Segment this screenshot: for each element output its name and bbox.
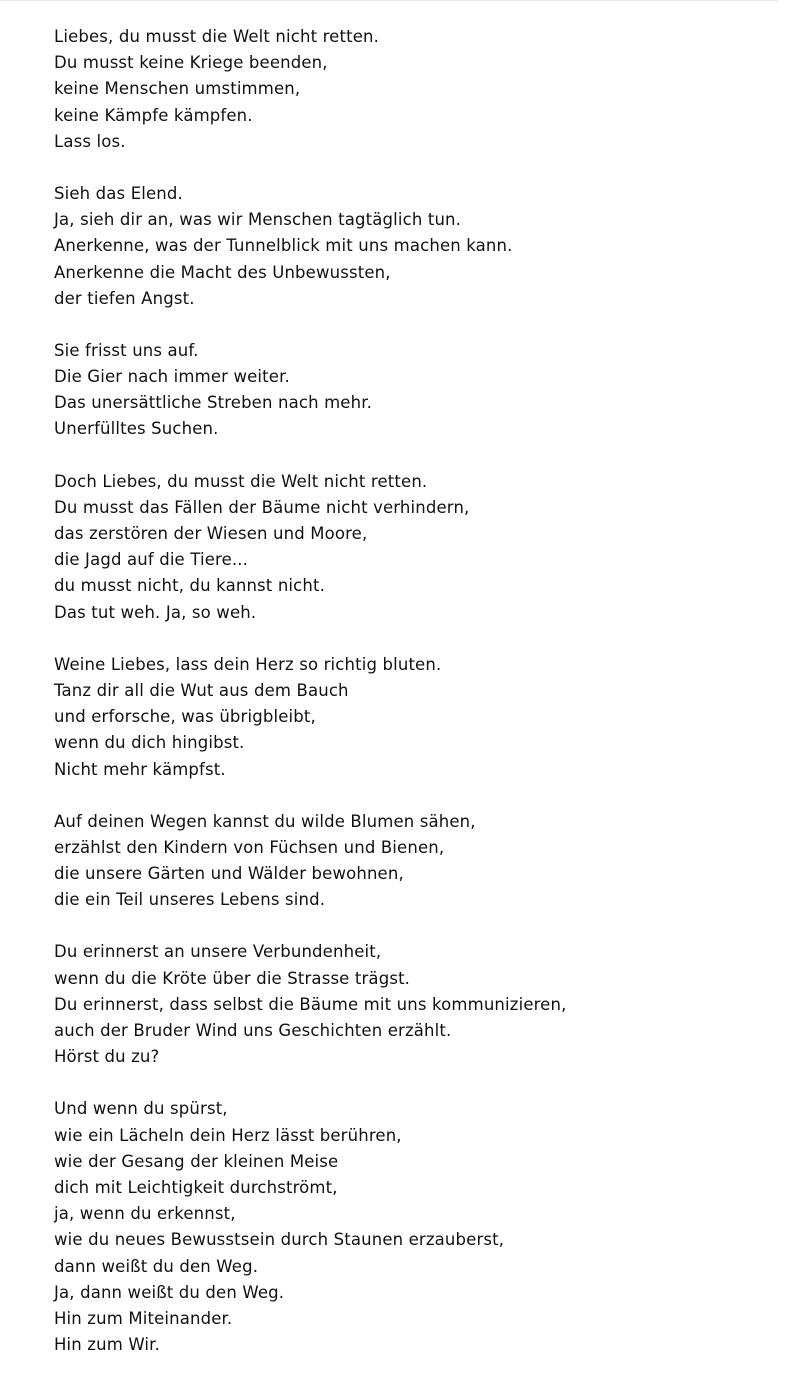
poem-line: Unerfülltes Suchen. bbox=[54, 419, 219, 439]
poem-line: ja, wenn du erkennst, bbox=[54, 1204, 236, 1224]
poem-line: Ja, sieh dir an, was wir Menschen tagtäglich tun. bbox=[54, 210, 462, 230]
stanza-2 bbox=[54, 181, 774, 312]
poem-line: Du musst das Fällen der Bäume nicht verhindern, bbox=[54, 497, 470, 517]
poem-line: Hin zum Miteinander. bbox=[54, 1308, 233, 1328]
poem-line: du musst nicht, du kannst nicht. bbox=[54, 576, 326, 596]
poem-line: der tiefen Angst. bbox=[54, 288, 195, 308]
poem-line: Lass los. bbox=[54, 131, 126, 151]
poem-line: und erforsche, was übrigbleibt, bbox=[54, 707, 316, 727]
poem-line: Weine Liebes, lass dein Herz so richtig bluten. bbox=[54, 654, 442, 674]
poem-line: keine Kämpfe kämpfen. bbox=[54, 105, 253, 125]
poem-line: die ein Teil unseres Lebens sind. bbox=[54, 890, 326, 910]
poem-line: Auf deinen Wegen kannst du wilde Blumen sähen, bbox=[54, 811, 476, 831]
stanza-5 bbox=[54, 652, 774, 783]
poem-line: Das tut weh. Ja, so weh. bbox=[54, 602, 257, 622]
poem-line: Hörst du zu? bbox=[54, 1047, 160, 1067]
stanza-4 bbox=[54, 469, 774, 626]
poem-line: auch der Bruder Wind uns Geschichten erzählt. bbox=[54, 1021, 452, 1040]
poem-line: Doch Liebes, du musst die Welt nicht retten. bbox=[54, 471, 428, 491]
poem-line: Du musst keine Kriege beenden, bbox=[54, 53, 328, 73]
top-divider bbox=[0, 0, 778, 1]
poem-line: Hin zum Wir. bbox=[54, 1335, 160, 1355]
poem-line: Tanz dir all die Wut aus dem Bauch bbox=[54, 680, 349, 700]
poem-line: Du erinnerst an unsere Verbundenheit, bbox=[54, 942, 382, 962]
stanza-3 bbox=[54, 338, 774, 443]
poem-line: Das unersättliche Streben nach mehr. bbox=[54, 393, 373, 413]
poem-line: Und wenn du spürst, bbox=[54, 1099, 228, 1119]
poem-line: wie du neues Bewusstsein durch Staunen erzauberst, bbox=[54, 1230, 505, 1250]
poem-line: erzählst den Kindern von Füchsen und Bienen, bbox=[54, 837, 445, 857]
poem-line: Nicht mehr kämpfst. bbox=[54, 759, 226, 779]
poem-line: Anerkenne, was der Tunnelblick mit uns machen kann. bbox=[54, 236, 513, 256]
stanza-7 bbox=[54, 939, 774, 1070]
stanza-8 bbox=[54, 1096, 774, 1358]
poem-line: die Jagd auf die Tiere... bbox=[54, 550, 249, 570]
poem-line: die unsere Gärten und Wälder bewohnen, bbox=[54, 864, 404, 884]
poem-line: wenn du die Kröte über die Strasse trägst. bbox=[54, 968, 411, 988]
poem-line: Die Gier nach immer weiter. bbox=[54, 367, 290, 387]
poem-line: wenn du dich hingibst. bbox=[54, 733, 245, 753]
poem-line: Sie frisst uns auf. bbox=[54, 340, 199, 360]
poem-text bbox=[54, 24, 774, 1384]
poem-line: das zerstören der Wiesen und Moore, bbox=[54, 524, 368, 543]
poem-line: wie ein Lächeln dein Herz lässt berühren, bbox=[54, 1125, 402, 1145]
poem-line: Sieh das Elend. bbox=[54, 183, 183, 203]
poem-line: Anerkenne die Macht des Unbewussten, bbox=[54, 262, 391, 282]
poem-line: dann weißt du den Weg. bbox=[54, 1256, 259, 1276]
poem-line: keine Menschen umstimmen, bbox=[54, 79, 301, 99]
stanza-1 bbox=[54, 24, 774, 155]
poem-line: Liebes, du musst die Welt nicht retten. bbox=[54, 27, 380, 46]
poem-line: wie der Gesang der kleinen Meise bbox=[54, 1151, 339, 1171]
poem-line: Du erinnerst, dass selbst die Bäume mit uns kommunizieren, bbox=[54, 994, 567, 1014]
stanza-6 bbox=[54, 809, 774, 914]
poem-line: Ja, dann weißt du den Weg. bbox=[54, 1282, 285, 1302]
poem-line: dich mit Leichtigkeit durchströmt, bbox=[54, 1177, 338, 1197]
